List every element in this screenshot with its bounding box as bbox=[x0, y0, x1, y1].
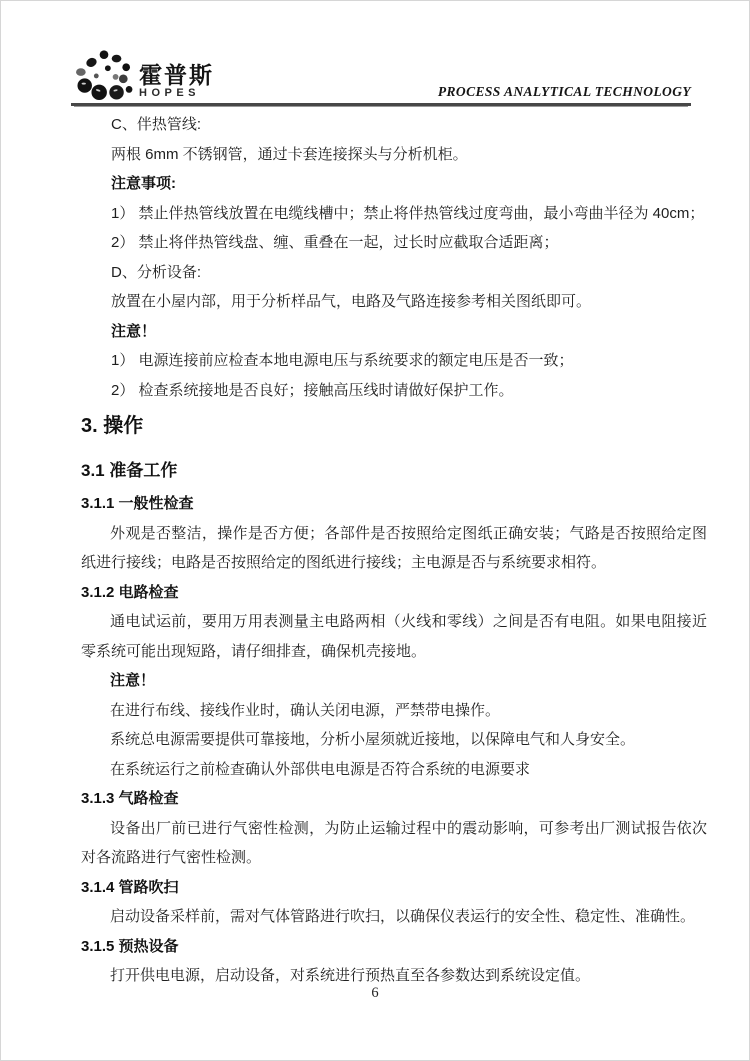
section-3-1-3-para: 设备出厂前已进行气密性检测，为防止运输过程中的震动影响，可参考出厂测试报告依次对各流路进行气密性检测。 bbox=[81, 819, 707, 866]
logo-dot-cluster-icon bbox=[73, 47, 135, 101]
logo-name-english: HOPES bbox=[139, 87, 201, 99]
caution-item-1: 1） 电源连接前应检查本地电源电压与系统要求的额定电压是否一致； bbox=[111, 352, 574, 369]
section-3-1-5-para: 打开供电电源，启动设备，对系统进行预热直至各参数达到系统设定值。 bbox=[110, 967, 591, 984]
section-3-1-2-note-title: 注意！ bbox=[110, 672, 156, 689]
header-tagline: PROCESS ANALYTICAL TECHNOLOGY bbox=[437, 84, 691, 99]
company-logo bbox=[73, 47, 214, 101]
document-body bbox=[81, 110, 707, 991]
notice-items-title: 注意事项: bbox=[111, 175, 176, 192]
caution-item-2: 2） 检查系统接地是否良好；接触高压线时请做好保护工作。 bbox=[111, 381, 514, 399]
page-footer bbox=[1, 985, 749, 1002]
section-3-1-2-note-3: 在系统运行之前检查确认外部供电电源是否符合系统的电源要求 bbox=[110, 760, 531, 778]
section-3-1-1-para: 外观是否整洁，操作是否方便；各部件是否按照给定图纸正确安装；气路是否按照给定图纸进行接线；电路是否按照给定的图纸进行接线；主电源是否与系统要求相符。 bbox=[81, 524, 707, 571]
section-3-1-2-para: 通电试运前，要用万用表测量主电路两相（火线和零线）之间是否有电阻。如果电阻接近零系统可能出现短路，请仔细排查，确保机壳接地。 bbox=[81, 613, 707, 660]
logo-text bbox=[139, 63, 214, 101]
caution-title: 注意！ bbox=[111, 322, 157, 340]
section-3-1-title: 3.1 准备工作 bbox=[81, 461, 178, 480]
item-c-label: C、伴热管线: bbox=[111, 116, 202, 133]
top-section bbox=[81, 110, 707, 405]
section-3-1-1-heading: 3.1.1 一般性检查 bbox=[81, 495, 194, 512]
section-3-title: 3. 操作 bbox=[81, 415, 144, 437]
item-d-label: D、分析设备: bbox=[111, 263, 202, 281]
page-header bbox=[71, 45, 691, 106]
item-c-text: 两根 6mm 不锈钢管，通过卡套连接探头与分析机柜。 bbox=[111, 145, 468, 163]
notice-item-2: 2） 禁止将伴热管线盘、缠、重叠在一起，过长时应截取合适距离； bbox=[111, 234, 559, 251]
section-3-1-5-heading: 3.1.5 预热设备 bbox=[81, 937, 179, 955]
section-3-1-4-heading: 3.1.4 管路吹扫 bbox=[81, 878, 179, 896]
section-3-1-3-heading: 3.1.3 气路检查 bbox=[81, 790, 179, 807]
section-3-1-2-note-2: 系统总电源需要提供可靠接地，分析小屋须就近接地，以保障电气和人身安全。 bbox=[110, 731, 636, 748]
section-3-1-2-note-1: 在进行布线、接线作业时，确认关闭电源，严禁带电操作。 bbox=[110, 701, 501, 719]
section-3-1-4-para: 启动设备采样前，需对气体管路进行吹扫，以确保仪表运行的安全性、稳定性、准确性。 bbox=[110, 908, 696, 925]
section-3-1-2-heading: 3.1.2 电路检查 bbox=[81, 583, 179, 601]
logo-name-chinese: 霍普斯 bbox=[139, 62, 214, 88]
item-d-text: 放置在小屋内部，用于分析样品气，电路及气路连接参考相关图纸即可。 bbox=[111, 293, 592, 310]
notice-item-1: 1） 禁止伴热管线放置在电缆线槽中；禁止将伴热管线过度弯曲，最小弯曲半径为 40cm； bbox=[111, 204, 705, 222]
page-number: 6 bbox=[371, 985, 379, 1001]
